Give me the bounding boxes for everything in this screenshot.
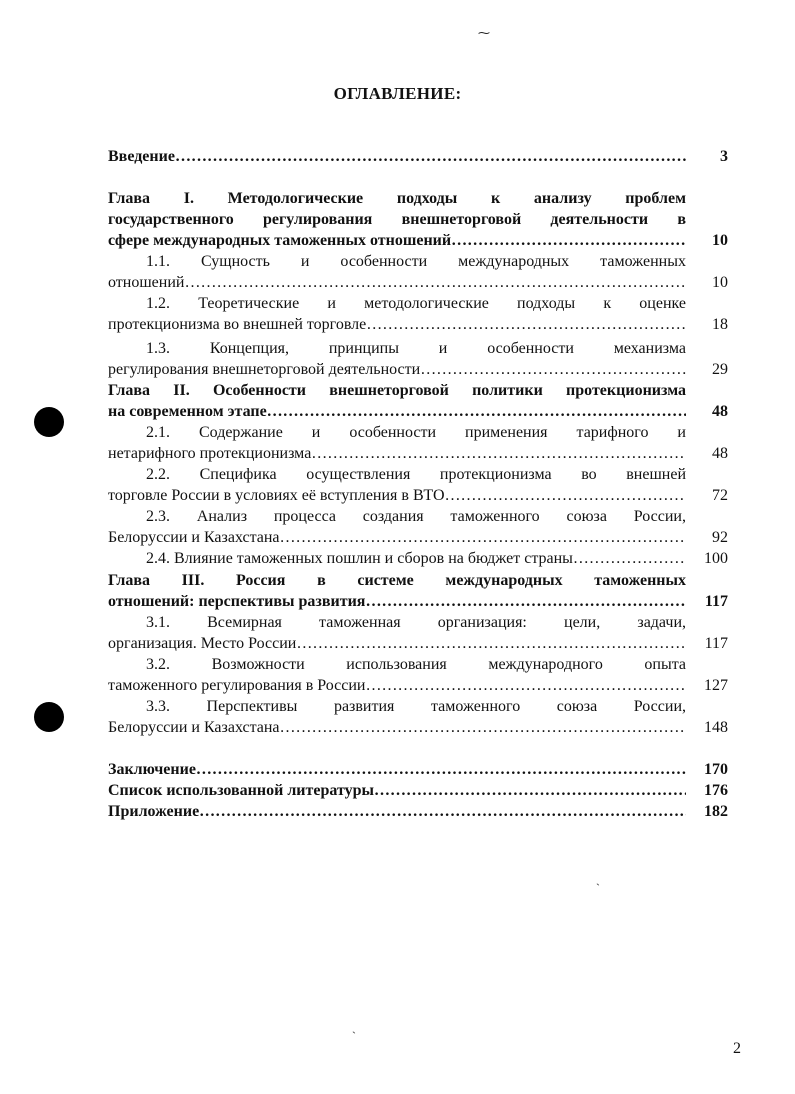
section-1-1-line-1: 1.1. Сущность и особенности международных таможенных [146, 253, 686, 270]
chapter-2-line-2: на современном этапе [108, 403, 267, 420]
leader-dots [573, 548, 686, 569]
section-2-3-line-1: 2.3. Анализ процесса создания таможенного союза России, [146, 508, 686, 525]
section-2-1-line-1: 2.1. Содержание и особенности применения тарифного и [146, 424, 686, 441]
section-2-1-page: 48 [712, 445, 728, 462]
section-3-2-line-2: таможенного регулирования в России [108, 677, 366, 694]
section-2-1-line-2: нетарифного протекционизма [108, 445, 312, 462]
toc-conclusion-page: 170 [704, 761, 728, 778]
toc-section-2-2 [108, 464, 728, 506]
section-3-3-line-1: 3.3. Перспективы развития таможенного союза России, [146, 698, 686, 715]
toc-intro [108, 146, 728, 167]
toc-section-1-3 [108, 338, 728, 380]
leader-dots [365, 591, 686, 612]
chapter-1-line-1: Глава I. Методологические подходы к анализу проблем [108, 190, 686, 207]
section-3-2-page: 127 [704, 677, 728, 694]
toc-section-2-1 [108, 422, 728, 464]
chapter-3-page: 117 [704, 593, 728, 610]
leader-dots [445, 485, 686, 506]
leader-dots [451, 230, 686, 251]
toc-section-2-4 [108, 548, 728, 569]
section-2-3-page: 92 [712, 529, 728, 546]
toc-section-1-1 [108, 251, 728, 293]
chapter-2-line-1: Глава II. Особенности внешнеторговой политики протекционизма [108, 382, 686, 399]
chapter-3-line-2: отношений: перспективы развития [108, 593, 366, 610]
toc-appendix-page: 182 [704, 803, 728, 820]
section-1-3-line-1: 1.3. Концепция, принципы и особенности механизма [146, 340, 686, 357]
section-2-2-line-1: 2.2. Специфика осуществления протекционизма во внешней [146, 466, 686, 483]
section-1-2-line-2: протекционизма во внешней торговле [108, 316, 367, 333]
section-2-2-line-2: торговле России в условиях её вступления в ВТО [108, 487, 445, 504]
section-1-3-line-2: регулирования внешнеторговой деятельности [108, 361, 421, 378]
leader-dots [420, 359, 686, 380]
chapter-2-page: 48 [712, 403, 728, 420]
leader-dots [184, 272, 686, 293]
toc-section-2-3 [108, 506, 728, 548]
leader-dots [267, 401, 686, 422]
section-1-2-page: 18 [712, 316, 728, 333]
leader-dots [199, 801, 686, 822]
leader-dots [196, 759, 686, 780]
toc-appendix-label: Приложение [108, 803, 200, 820]
scan-mark-bottom: ˎ [596, 872, 600, 886]
leader-dots [280, 717, 686, 738]
toc-bibliography-label: Список использованной литературы [108, 782, 374, 799]
page-number: 2 [733, 1040, 741, 1057]
leader-dots [280, 527, 686, 548]
toc-conclusion [108, 759, 728, 780]
section-2-4-line-1: 2.4. Влияние таможенных пошлин и сборов на бюджет страны [146, 550, 573, 567]
toc-section-1-2 [108, 293, 728, 335]
scan-mark-lower: ˏ [352, 1020, 356, 1034]
section-2-4-page: 100 [704, 550, 728, 567]
leader-dots [311, 443, 686, 464]
toc-bibliography-page: 176 [704, 782, 728, 799]
section-3-3-page: 148 [704, 719, 728, 736]
section-1-3-page: 29 [712, 361, 728, 378]
section-2-2-page: 72 [712, 487, 728, 504]
leader-dots [175, 146, 686, 167]
toc-bibliography [108, 780, 728, 801]
section-2-3-line-2: Белоруссии и Казахстана [108, 529, 280, 546]
leader-dots [374, 780, 686, 801]
toc-conclusion-label: Заключение [108, 761, 196, 778]
section-1-1-page: 10 [712, 274, 728, 291]
leader-dots [366, 314, 686, 335]
section-3-1-line-2: организация. Место России [108, 635, 297, 652]
chapter-1-line-3: сфере международных таможенных отношений [108, 232, 452, 249]
leader-dots [365, 675, 686, 696]
punch-hole-top [34, 407, 64, 437]
scan-mark-top: ⁓ [478, 26, 490, 40]
chapter-3-line-1: Глава III. Россия в системе международных таможенных [108, 572, 686, 589]
section-3-1-page: 117 [704, 635, 728, 652]
section-3-1-line-1: 3.1. Всемирная таможенная организация: цели, задачи, [146, 614, 686, 631]
chapter-1-page: 10 [712, 232, 728, 249]
toc-chapter-3 [108, 570, 728, 612]
section-1-2-line-1: 1.2. Теоретические и методологические подходы к оценке [146, 295, 686, 312]
section-1-1-line-2: отношений [108, 274, 185, 291]
toc-appendix [108, 801, 728, 822]
toc-section-3-3 [108, 696, 728, 738]
toc-chapter-2 [108, 380, 728, 422]
toc-section-3-2 [108, 654, 728, 696]
section-3-2-line-1: 3.2. Возможности использования международного опыта [146, 656, 686, 673]
page-title: ОГЛАВЛЕНИЕ: [333, 84, 462, 103]
punch-hole-bottom [34, 702, 64, 732]
leader-dots [296, 633, 686, 654]
chapter-1-line-2: государственного регулирования внешнеторговой деятельности в [108, 211, 686, 228]
toc-intro-page: 3 [720, 148, 728, 165]
toc-intro-label: Введение [108, 148, 175, 165]
toc-chapter-1 [108, 188, 728, 251]
toc-section-3-1 [108, 612, 728, 654]
section-3-3-line-2: Белоруссии и Казахстана [108, 719, 280, 736]
